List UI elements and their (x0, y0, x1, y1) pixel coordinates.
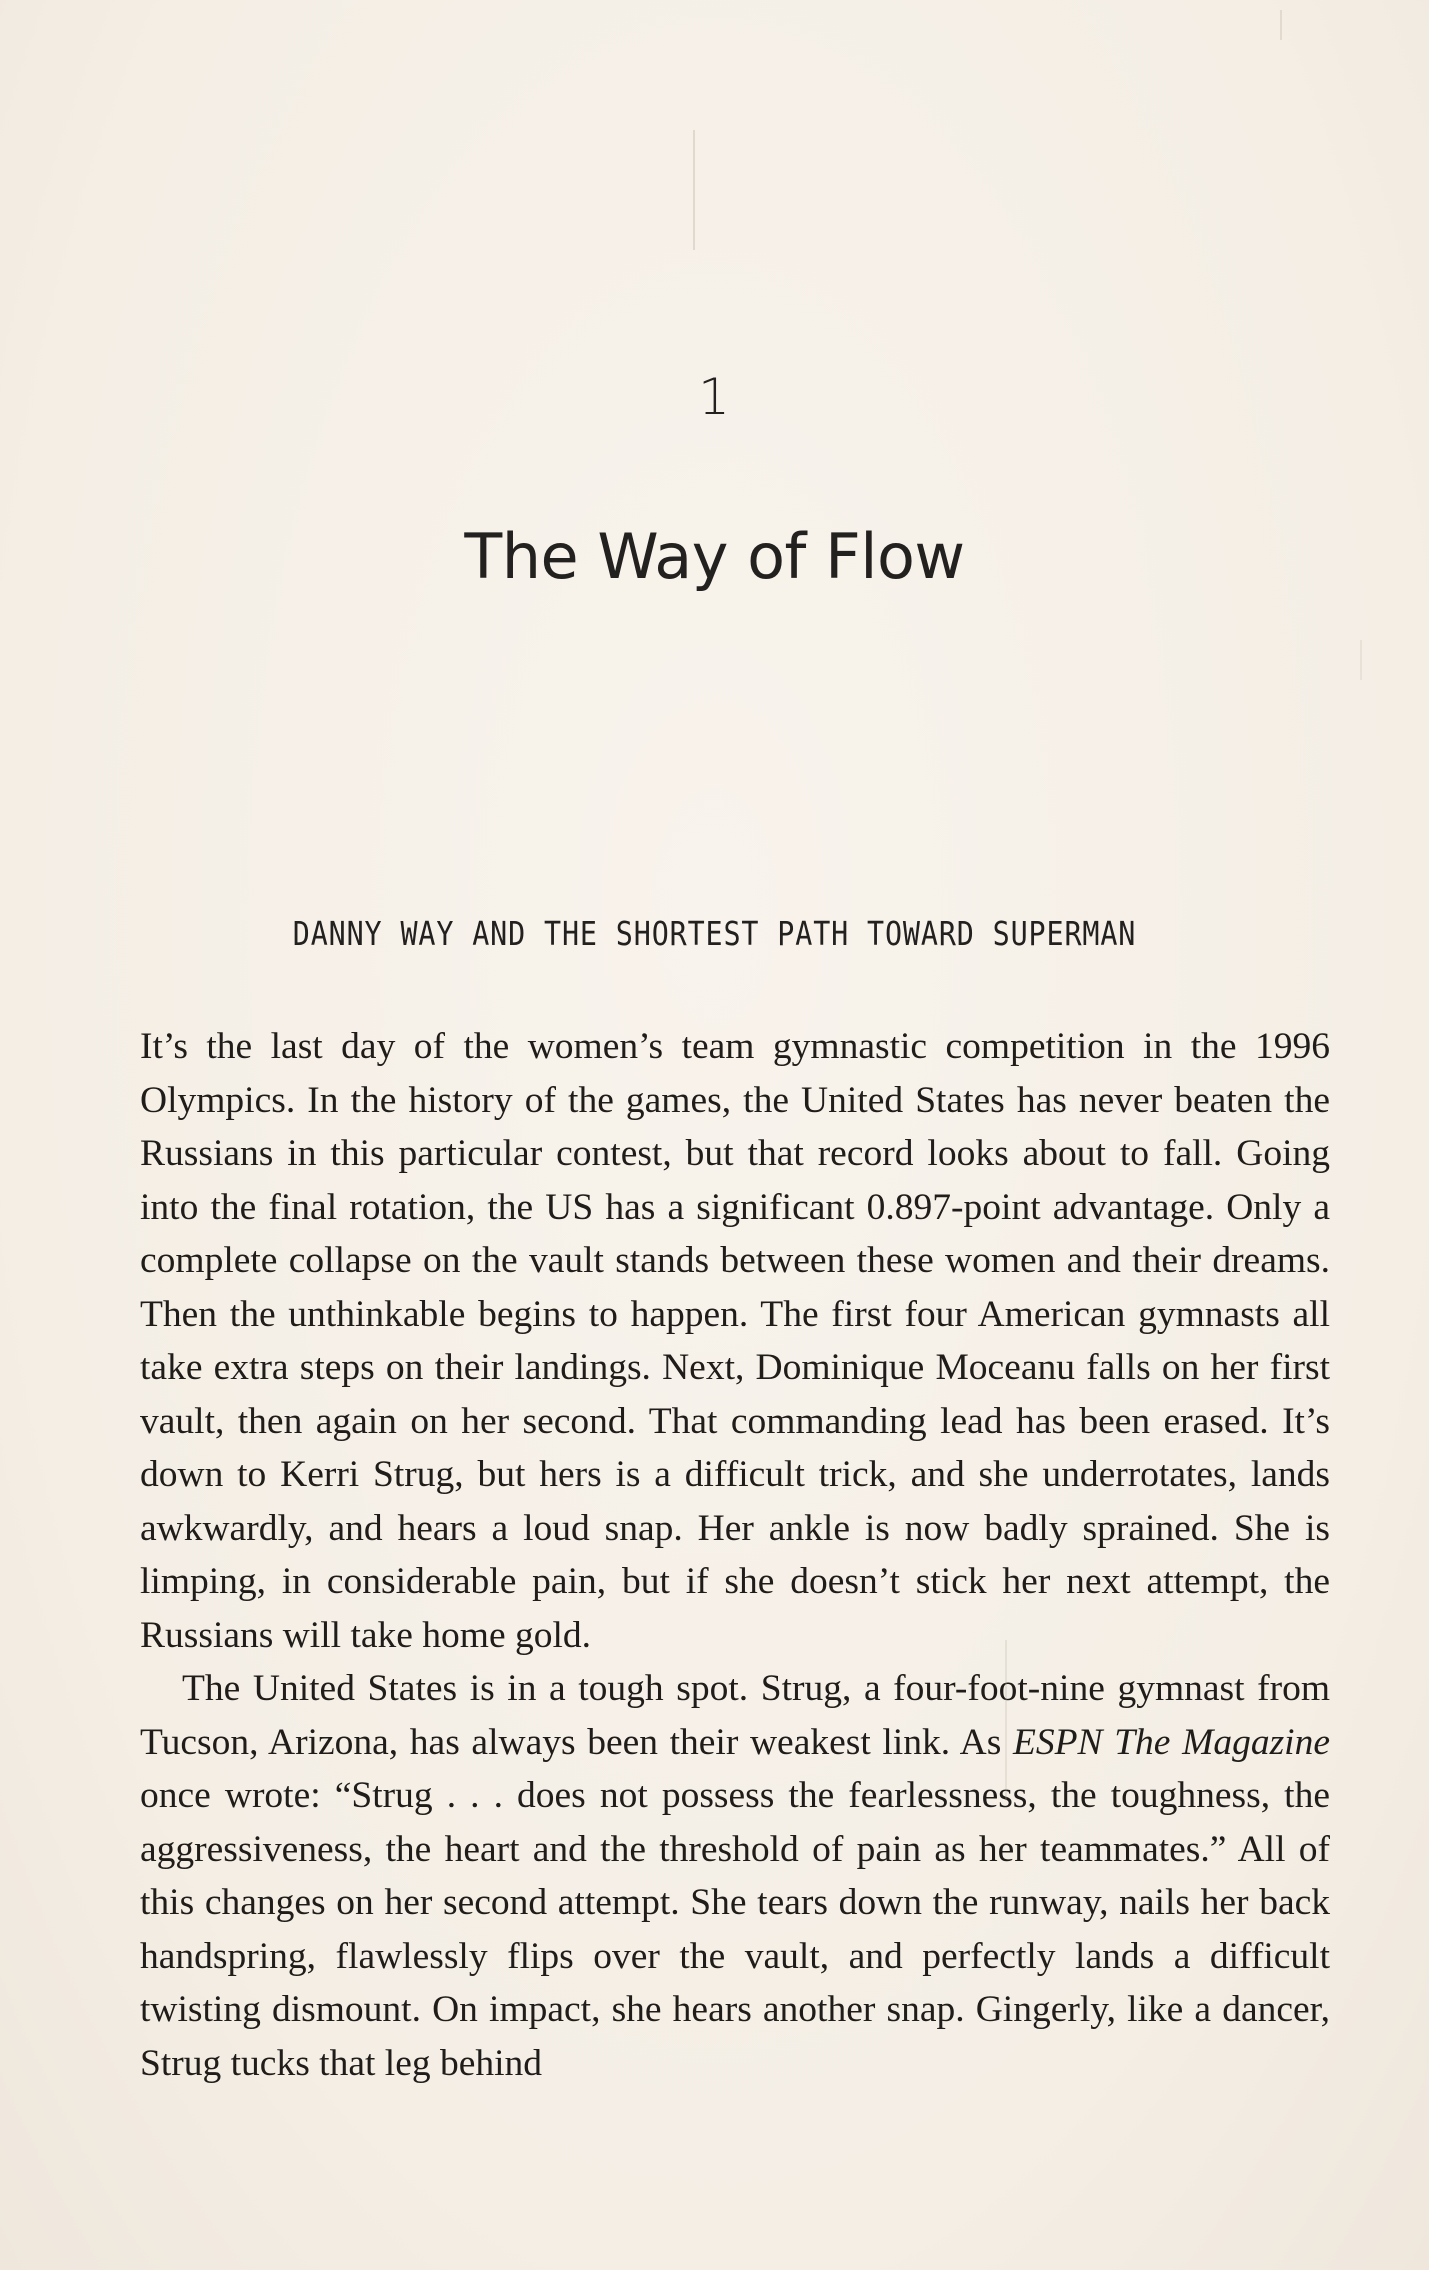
paper-crease-mark (693, 130, 695, 250)
paragraph-2-text-start: The United States is in a tough spot. Strug, a four-foot-nine gymnast from Tucson, Arizona, has always been their weakest link. As (140, 1668, 1330, 1763)
paper-crease-mark (1005, 1640, 1007, 1800)
paragraph-2 (140, 1662, 1330, 2090)
paragraph-1-text: It’s the last day of the women’s team gymnastic competition in the 1996 Olympics. In the history of the games, the United States has never beaten the Russians in this particular contest, but that record looks about to fall. Going into the final rotation, the US has a significant 0.897-point advantage. Only a complete collapse on the vault stands between these women and their dreams. Then the unthinkable begins to happen. The first four American gymnasts all take extra steps on their landings. Next, Dominique Moceanu falls on her first vault, then again on her second. That commanding lead has been erased. It’s down to Kerri Strug, but hers is a difficult trick, and she underrotates, lands awkwardly, and hears a loud snap. Her ankle is now badly sprained. She is limping, in considerable pain, but if she doesn’t stick her next attempt, the Russians will take home gold. (140, 1026, 1330, 1656)
paragraph-1 (140, 1020, 1330, 1662)
paper-crease-mark (1360, 640, 1362, 680)
body-text (140, 1020, 1330, 2090)
paper-crease-mark (1280, 10, 1282, 40)
paragraph-2-text-end: once wrote: “Strug . . . does not possess the fearlessness, the toughness, the aggressiveness, the heart and the threshold of pain as her teammates.” All of this changes on her second attempt. She tears down the runway, nails her back handspring, flawlessly flips over the vault, and perfectly lands a difficult twisting dismount. On impact, she hears another snap. Gingerly, like a dancer, Strug tucks that leg behind (140, 1775, 1330, 2084)
chapter-number: 1 (698, 368, 731, 426)
section-heading: DANNY WAY AND THE SHORTEST PATH TOWARD SUPERMAN (292, 914, 1137, 953)
chapter-title: The Way of Flow (464, 520, 965, 593)
publication-title: ESPN The Magazine (1012, 1721, 1330, 1763)
